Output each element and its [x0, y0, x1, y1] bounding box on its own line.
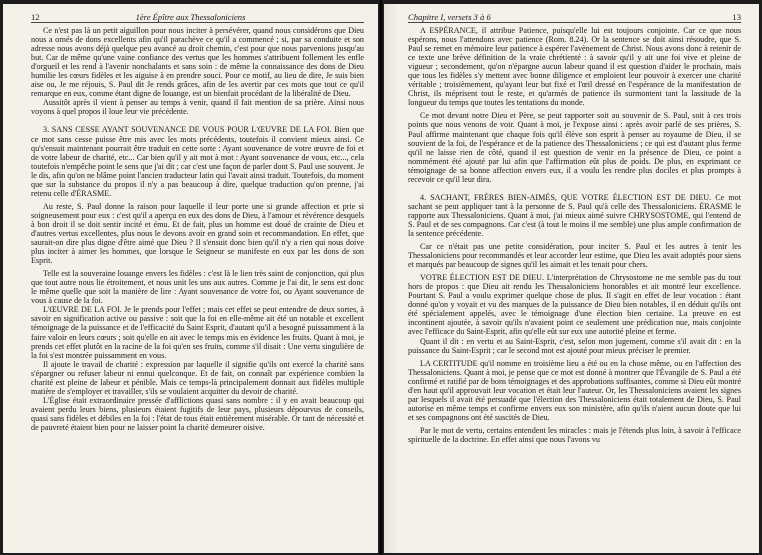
- paragraph: Quant il dit : en vertu et au Saint-Esprit, c'est, selon mon jugement, comme s'il avait dit : en la puissance du Saint-Esprit ; car le second mot est ajouté pour mieux préciser le premier.: [408, 336, 741, 355]
- paragraph: Ce mot devant notre Dieu et Père, se peut rapporter soit au souvenir de S. Paul, soit à ces trois points que nous venons de voir. Quant à moi, je l'expose ainsi : après avoir parlé de ses prières, S. Paul affirme maintenant que chaque fois qu'il élève son esprit à penser au royaume de Dieu, il se souvient de la foi, de l'espérance et de la patience des Thessaloniciens ; ce qui est d'autant plus ferme qu'il ne laisse rien de côté, quand il est question de venir en la présence de Dieu, ce point a nommément été ajouté par lui afin que l'affirmation eût plus de poids. De plus, en exprimant ce témoignage de sa bonne affection envers eux, il a voulu les rendre plus dociles et plus prompts à recevoir ce qu'il leur dira.: [408, 111, 741, 184]
- page-number: 13: [732, 12, 741, 22]
- running-title: 1ère Épître aux Thessaloniciens: [135, 12, 246, 22]
- paragraph: LA CERTITUDE qu'il nomme en troisième lieu a été ou en la chose même, ou en l'affection des Thessaloniciens. Quant à moi, je pense que ce mot est donné à montrer que l'Évangile de S. Paul a été confirmé et ratifié par de bons témoignages et des approbations suffisantes, comme si Dieu eût montré d'en haut qu'il approuvait leur vocation et était leur l'auteur. Or, les Thessaloniciens avaient les signes par lesquels il avait été persuadé que l'élection des Thessaloniciens était totalement de Dieu, S. Paul autorise en même temps et confirme envers eux son ministère, afin qu'ils n'aient aucun doute que lui et ses compagnons ont été suscités de Dieu.: [408, 358, 741, 422]
- paragraph: Au reste, S. Paul donne la raison pour laquelle il leur porte une si grande affection et prie si soigneusement pour eux : c'est qu'il a aperçu en eux des dons de Dieu, à l'amour et révérence desquels à bon droit il se doit sentir incité et ému. Et de fait, plus un homme est doué de crainte de Dieu et d'autres vertus excellentes, plus nous le devons avoir en grand soin et recommandation. En effet, que saurait-on dire plus digne d'être aimé que Dieu ? Il s'ensuit donc bien qu'il n'y a rien qui nous doive plus inciter à aimer les hommes, que lorsque le Seigneur se manifeste en eux par les dons de son Esprit.: [31, 201, 364, 266]
- running-title: Chapitre I, versets 3 à 6: [408, 12, 491, 22]
- right-page: [384, 4, 759, 553]
- paragraph: Par le mot de vertu, certains entendent les miracles : mais je l'étends plus loin, à savoir à l'efficace spirituelle de la doctrine. En effet ainsi que nous l'avons vu: [408, 425, 741, 444]
- page-body: [408, 26, 741, 444]
- paragraph: Telle est la souveraine louange envers les fidèles : c'est là le lien très saint de conjonction, qui plus que tout autre nous lie étroitement, et nous unit les uns aux autres. Comme je l'ai dit, le sens est donc le même quelle que soit la manière de lire : Ayant souvenance de votre foi, ou Ayant souvenance de vous à cause de la foi.: [31, 269, 364, 306]
- paragraph: 3. SANS CESSE AYANT SOUVENANCE DE VOUS POUR L'ŒUVRE DE LA FOI. Bien que ce mot sans cesse puisse être mis avec les mots précédents, toutefois il convient mieux ainsi. Ce qu's'ensuit maintenant pourrait être traduit en cette sorte : Ayant souvenance de votre œuvre de foi et de votre labeur de charité, etc... Car bien qu'il y ait mot à mot : Ayant souvenance de vous, etc..., cela toutefois n'empêche point le sens que j'ai dit ; car c'est une façon de parler dont S. Paul use souvent. Je le dis, afin qu'on ne blâme point l'ancien traducteur latin qui l'avait ainsi traduit. Toutefois, du moment que sur la substance du propos il n'y a pas beaucoup à dire, quelque traduction qu'on prenne, j'ai retenu celle d'ÉRASME.: [31, 125, 364, 198]
- paragraph: Ce n'est pas là un petit aiguillon pour nous inciter à persévérer, quand nous considérons que Dieu nous a ornés de dons excellents afin qu'il parachève ce qu'il a commencé ; si, par sa conduite et son adresse nous avons déjà quelque peu avancé au droit chemin, c'est pour que nous parvenions jusqu'au but. Car de même qu'une vaine confiance des vertus que les hommes s'attribuent follement les enfle d'orgueil et les rend à l'avenir nonchalants et sans soin : de même la connaissance des dons de Dieu humilie les cœurs fidèles et les aiguise à en prendre souci. Pour ce motif, au lieu de dire, Je suis bien aise ou, Je me réjouis, S. Paul dit Je rends grâces, afin de les avertir par ces mots que tout ce qu'il remarque en eux, comme étant digne de louange, est un bienfait procédant de la libéralité de Dieu.: [31, 26, 364, 99]
- paragraph: L'ŒUVRE DE LA FOI. Je le prends pour l'effet ; mais cet effet se peut entendre de deux sortes, à savoir en signification active ou passive : soit que la foi en elle-même ait été un notable et excellent témoignage de la puissance et de l'efficacité du Saint Esprit, d'autant qu'il a besogné puissamment à la faire valoir en leurs cœurs ; soit qu'elle en ait avec le temps mis en évidence les fruits. Quant à moi, je prends cet effet plutôt en la racine de la foi qu'en ses fruits, comme s'il disait : Une vertu singulière de la foi s'est montrée puissamment en vous.: [31, 305, 364, 360]
- header-rule: [31, 22, 364, 23]
- header-rule: [408, 22, 741, 23]
- paragraph: A ESPÉRANCE, il attribue Patience, puisqu'elle lui est toujours conjointe. Car ce que nous espérons, nous l'attendons avec patience (Rom. 8.24). Or la sentence se doit ainsi résoudre, que S. Paul se remet en mémoire leur patience à espérer l'avènement de Christ. Nous avons donc à retenir de ce texte une brève définition de la vraie chrétienté : à savoir qu'il y ait une foi vive et pleine de vigueur ; secondement, qu'on n'épargne aucun labeur quand il est question d'aider le prochain, mais que tous les fidèles s'y mettent avec bonne diligence et emploient leur pouvoir à exercer une charité véritable ; troisièmement, qu'ayant leur but fixé et l'œil dressé en l'espérance de la manifestation de Christ, ils méprisent tout le reste, et qu'armés de patience ils surmontent tant la lassitude de la longueur du temps que toutes les tentations du monde.: [408, 26, 741, 108]
- paragraph: VOTRE ÉLECTION EST DE DIEU. L'interprétation de Chrysostome ne me semble pas du tout hors de propos : que Dieu ait rendu les Thessaloniciens honorables et ait montré leur excellence. Pourtant S. Paul a voulu exprimer quelque chose de plus. Il s'agit en effet de leur vocation : étant donné qu'on y voyait et vu des marques de la puissance de Dieu bien notables, il en déduit qu'ils ont été spécialement appelés, avec le témoignage d'une élection bien certaine. La preuve en est incontinent ajoutée, à savoir qu'ils n'avaient point ce seulement une prédication nue, mais conjointe avec l'efficace du Saint-Esprit, afin qu'elle eût sur eux une autorité pleine et ferme.: [408, 273, 741, 337]
- paragraph: Il ajoute le travail de charité : expression par laquelle il signifie qu'ils ont exercé la charité sans s'épargner ou refuser labeur ni ennui quelconque. Et de fait, on connaît par expérience combien la charité est pleine de labeur et pénible. Mais ce temps-là principalement donnait aux fidèles multiple matière de s'employer et travailler, s'ils se voulaient acquitter du devoir de charité.: [31, 359, 364, 396]
- paragraph: Aussitôt après il vient à penser au temps à venir, quand il fait mention de sa prière. Ainsi nous voyons à quel propos il loue leur vie précédente.: [31, 98, 364, 117]
- page-number: 12: [31, 12, 40, 22]
- paragraph: L'Église était extraordinaire pressée d'afflictions quasi sans nombre : il y en avait beaucoup qui avaient perdu leurs biens, plusieurs étaient fugitifs de leur pays, plusieurs dépourvus de conseils, quasi sans fidèles et débiles en la foi : l'état de tous était entièrement misérable. Or tant de nécessité et de pauvreté étaient bien pour ne laisser point la charité demeurer oisive.: [31, 395, 364, 432]
- page-body: [31, 26, 364, 432]
- paragraph: Car ce n'était pas une petite considération, pour inciter S. Paul et les autres à tenir les Thessaloniciens pour recommandés et leur accorder leur estime, que Dieu les avait adoptés pour siens et marqués par beaucoup de signes qu'il les aimait et les tenait pour chers.: [408, 242, 741, 270]
- paragraph: 4. SACHANT, FRÈRES BIEN-AIMÉS, QUE VOTRE ÉLECTION EST DE DIEU. Ce mot sachant se peut appliquer tant à la personne de S. Paul qu'à celle des Thessaloniciens. ÉRASME le rapporte aux Thessaloniciens. Quant à moi, j'ai mieux aimé suivre CHRYSOSTOME, qui l'entend de S. Paul et de ses compagnons. Car c'est (à tout le moins il me semble) une plus ample confirmation de la sentence précédente.: [408, 192, 741, 238]
- left-page: [3, 4, 378, 553]
